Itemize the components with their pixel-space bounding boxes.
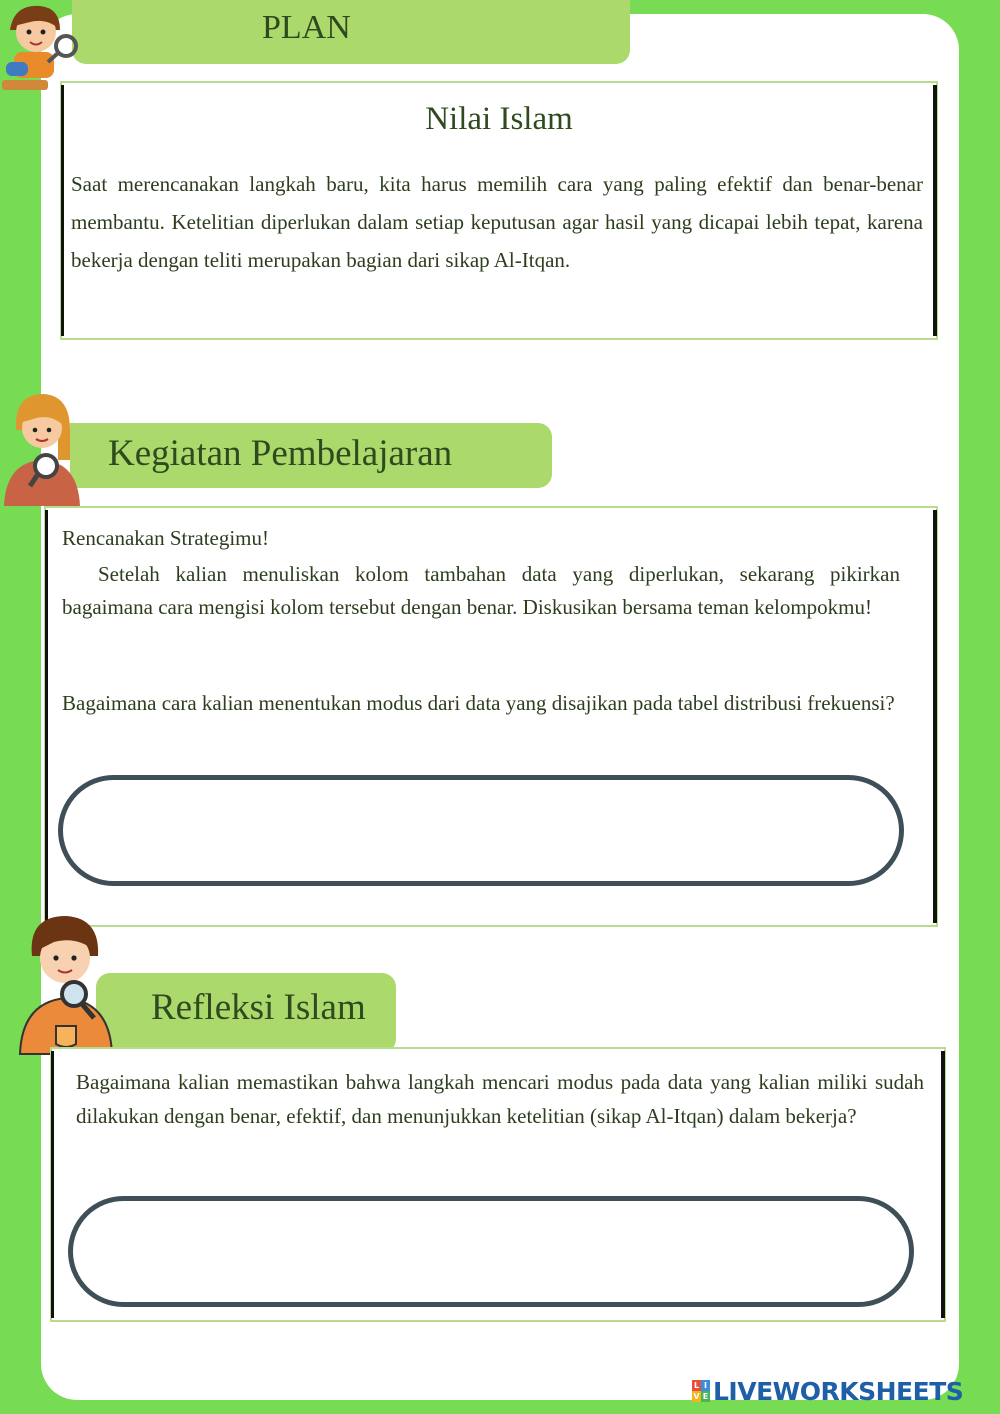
refleksi-banner: Refleksi Islam bbox=[96, 973, 396, 1053]
refleksi-box bbox=[50, 1047, 946, 1322]
detective-boy-magnifier-icon bbox=[16, 910, 116, 1056]
plan-banner: PLAN bbox=[72, 0, 630, 64]
nilai-islam-text: Saat merencanakan langkah baru, kita harus memilih cara yang paling efektif dan benar-benar membantu. Ketelitian diperlukan dalam setiap keputusan agar hasil yang dicapai lebih tepat, karena bekerja dengan teliti merupakan bagian dari sikap Al-Itqan. bbox=[71, 172, 923, 272]
detective-girl-icon bbox=[0, 390, 84, 510]
liveworksheets-logo bbox=[692, 1375, 963, 1407]
kegiatan-question: Bagaimana cara kalian menentukan modus dari data yang disajikan pada tabel distribusi frekuensi? bbox=[62, 691, 895, 715]
kegiatan-banner: Kegiatan Pembelajaran bbox=[70, 423, 552, 488]
kegiatan-box bbox=[44, 506, 938, 927]
refleksi-question: Bagaimana kalian memastikan bahwa langkah mencari modus pada data yang kalian miliki sudah dilakukan dengan benar, efektif, dan menunjukkan ketelitian (sikap Al-Itqan) dalam bekerja? bbox=[76, 1070, 924, 1128]
kegiatan-heading: Rencanakan Strategimu! bbox=[62, 526, 270, 550]
liveworksheets-logo-mark: L I V E bbox=[693, 1381, 709, 1401]
refleksi-answer-field[interactable] bbox=[68, 1196, 914, 1307]
nilai-islam-title: Nilai Islam bbox=[425, 101, 573, 137]
kegiatan-answer-field[interactable] bbox=[58, 775, 904, 886]
nilai-islam-box bbox=[60, 81, 938, 340]
liveworksheets-brand: LIVEWORKSHEETS bbox=[713, 1376, 964, 1406]
detective-boy-icon bbox=[0, 0, 80, 92]
kegiatan-instruction: Setelah kalian menuliskan kolom tambahan data yang diperlukan, sekarang pikirkan bagaimana cara mengisi kolom tersebut dengan benar. Diskusikan bersama teman kelompokmu! bbox=[62, 562, 900, 619]
